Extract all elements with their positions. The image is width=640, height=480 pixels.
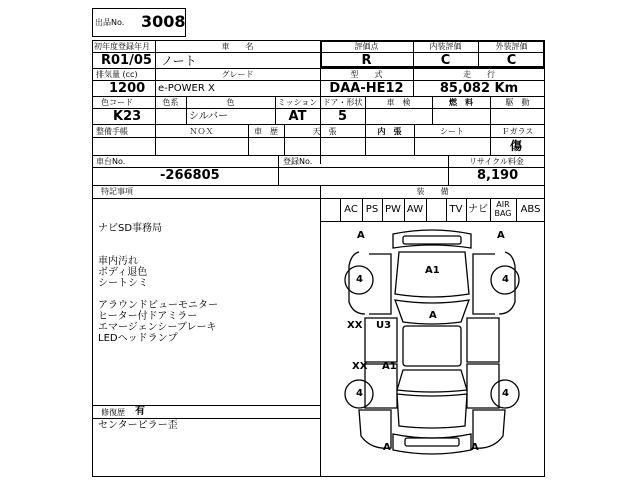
lot-number-value: 3008 [141, 12, 186, 31]
mark-a-left-2: U3 [376, 320, 392, 331]
remark-line: エマージェンシーブレーキ [98, 322, 217, 333]
model-value: DAA-HE12 [329, 81, 404, 96]
recycle-value: 8,190 [477, 168, 519, 183]
recycle-label: リサイクル料金 [469, 157, 524, 166]
mark-b-left-1: XX [352, 361, 368, 372]
mark-rear-left-wheel: 4 [356, 388, 363, 399]
remark-line [98, 289, 218, 300]
seat-label: シート [440, 127, 464, 136]
mission-label: ミッション [277, 98, 318, 107]
inspection-label: 車 検 [386, 98, 411, 107]
remark-line: アラウンドビューモニター [98, 300, 218, 311]
reg-no-label: 登録No. [283, 157, 313, 166]
equip-aw: AW [406, 204, 424, 215]
repair-note: センターピラー歪 [98, 420, 178, 431]
color-code-label: 色コード [101, 98, 133, 107]
equip-abs: ABS [520, 204, 541, 215]
color-family-label: 色系 [162, 98, 179, 107]
mark-hood: A1 [425, 265, 440, 276]
equip-ps: PS [365, 204, 379, 215]
exterior-score-value: C [506, 53, 517, 68]
car-name-label: 車 名 [221, 42, 254, 51]
grade-label: グレード [221, 70, 254, 79]
remark-line: ボディ退色 [98, 267, 148, 278]
color-code-value: K23 [113, 109, 142, 124]
mark-a-left-1: XX [347, 320, 363, 331]
equip-ac: AC [344, 204, 358, 215]
car-damage-diagram [321, 222, 544, 476]
f-glass-value: 傷 [510, 139, 523, 153]
car-name-value: ノート [161, 54, 197, 68]
remark-line: ヒーター付ドアミラー [98, 311, 198, 322]
history-label: 車 歴 [254, 127, 278, 136]
doors-value: 5 [337, 109, 348, 124]
score-value: R [361, 53, 372, 68]
remark-line [98, 234, 218, 245]
f-glass-label: Ｆガラス [501, 127, 534, 136]
mileage-label: 走 行 [463, 70, 495, 79]
remark-line: 車内汚れ [98, 256, 138, 267]
remarks-list [98, 223, 218, 344]
interior-score-label: 内装評価 [429, 42, 462, 51]
displacement-label: 排気量 (cc) [96, 70, 138, 79]
chassis-label: 車台No. [96, 157, 126, 166]
nox-label: ＮＯＸ [189, 127, 214, 136]
equip-navi: ナビ [468, 204, 488, 215]
remarks-label: 特記事項 [101, 187, 133, 196]
mark-rear-right: A [471, 442, 479, 453]
model-label: 型 式 [350, 70, 383, 79]
mark-front-right-wheel: 4 [502, 274, 509, 285]
chassis-value: -266805 [160, 168, 220, 183]
fuel-label: 燃 料 [449, 98, 473, 107]
mark-rear-left: A [383, 442, 391, 453]
equip-tv: TV [449, 204, 463, 215]
drive-label: 駆 動 [505, 98, 530, 107]
repair-value: 有 [135, 406, 145, 417]
first-reg-value: R01/05 [101, 53, 152, 68]
mark-front-left-wheel: 4 [356, 274, 363, 285]
equip-pw: PW [385, 204, 401, 215]
score-label: 評価点 [354, 42, 379, 51]
mileage-value: 85,082 Km [439, 81, 519, 96]
remark-line [98, 245, 218, 256]
mission-value: AT [288, 109, 307, 124]
doors-label: ドア・形状 [322, 98, 363, 107]
color-label: 色 [226, 98, 235, 107]
lot-number-label: 出品No. [95, 18, 125, 27]
equip-airbag: AIR BAG [494, 200, 512, 218]
color-value: シルバー [189, 111, 229, 122]
mark-roof: A [429, 310, 437, 321]
exterior-score-label: 外装評価 [495, 42, 528, 51]
remark-line: LEDヘッドランプ [98, 333, 178, 344]
remark-line: ナビSD事務局 [98, 223, 163, 234]
grade-value: e-POWER X [158, 83, 215, 94]
interior-trim-label: 内 張 [377, 127, 402, 136]
mark-rear-right-wheel: 4 [502, 388, 509, 399]
displacement-value: 1200 [109, 81, 146, 96]
first-reg-label: 初年度登録年月 [94, 42, 150, 51]
mark-b-left-2: A1 [382, 361, 397, 372]
mark-front-left: A [357, 230, 365, 241]
manual-label: 整備手帳 [96, 127, 128, 136]
interior-score-value: C [440, 53, 451, 68]
equipment-label: 装 備 [416, 187, 449, 196]
remark-line: シートシミ [98, 278, 148, 289]
sunroof-label: 天 張 [312, 127, 337, 136]
repair-label: 修復歴 [101, 408, 125, 417]
mark-front-right: A [497, 230, 505, 241]
